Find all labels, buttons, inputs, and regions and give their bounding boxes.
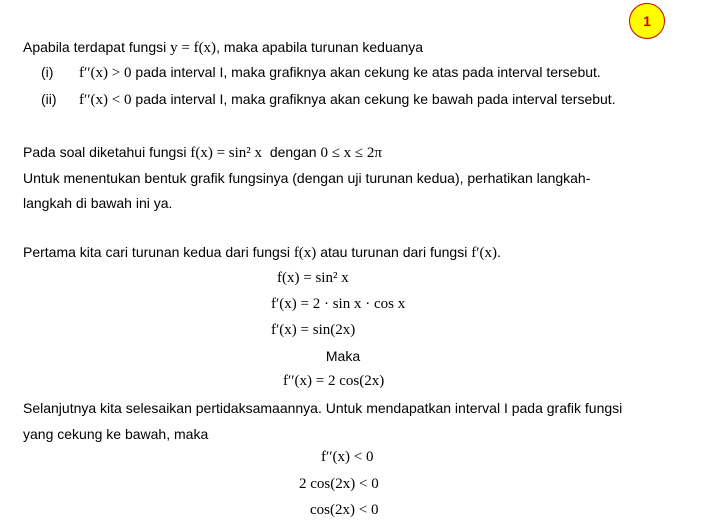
intro-text-after: , maka apabila turunan keduanya xyxy=(216,39,424,55)
condition-ii-math: f′′(x) < 0 xyxy=(79,92,132,108)
condition-i-number: (i) xyxy=(41,64,54,80)
step1-math-2: f′(x) xyxy=(471,245,497,261)
condition-i-text: pada interval I, maka grafiknya akan cekung ke atas pada interval tersebut. xyxy=(131,64,601,80)
para2-line-2: langkah di bawah ini ya. xyxy=(23,195,173,211)
step1-text-before: Pertama kita cari turunan kedua dari fungsi xyxy=(23,244,294,260)
intro-line xyxy=(23,37,423,58)
inequality-line-3: cos(2x) < 0 xyxy=(310,502,379,518)
condition-i-math: f′′(x) > 0 xyxy=(79,65,132,81)
para3-line-1: Selanjutnya kita selesaikan pertidaksamaannya. Untuk mendapatkan interval I pada grafik fungsi xyxy=(23,400,623,416)
intro-math: y = f(x) xyxy=(170,40,217,56)
second-derivative: f′′(x) = 2 cos(2x) xyxy=(283,373,385,389)
maka-label: Maka xyxy=(325,348,361,364)
derivation-line-2: f′(x) = 2 · sin x · cos x xyxy=(271,296,406,312)
step1-line xyxy=(23,242,501,263)
page-number-badge: 1 xyxy=(629,3,665,39)
condition-ii-text: pada interval I, maka grafiknya akan cekung ke bawah pada interval tersebut. xyxy=(131,91,616,107)
step1-text-mid: atau turunan dari fungsi xyxy=(316,244,472,260)
para2-line-1: Untuk menentukan bentuk grafik fungsinya (dengan uji turunan kedua), perhatikan langkah- xyxy=(23,170,591,186)
condition-i xyxy=(41,62,601,83)
condition-ii xyxy=(41,89,616,110)
intro-text-before: Apabila terdapat fungsi xyxy=(23,39,171,55)
condition-ii-number: (ii) xyxy=(41,91,57,107)
known-function-line xyxy=(23,142,382,163)
known-math-function: f(x) = sin² x xyxy=(190,145,263,161)
inequality-line-1: f′′(x) < 0 xyxy=(321,449,374,465)
para3-line-2: yang cekung ke bawah, maka xyxy=(23,426,209,442)
known-text-before: Pada soal diketahui fungsi xyxy=(23,144,191,160)
inequality-line-2: 2 cos(2x) < 0 xyxy=(299,476,379,492)
known-math-domain: 0 ≤ x ≤ 2π xyxy=(320,145,382,161)
known-text-mid: dengan xyxy=(262,144,321,160)
derivation-line-1: f(x) = sin² x xyxy=(277,270,349,286)
step1-text-after: . xyxy=(496,244,501,260)
derivation-line-3: f′(x) = sin(2x) xyxy=(271,322,356,338)
step1-math-1: f(x) xyxy=(293,245,317,261)
